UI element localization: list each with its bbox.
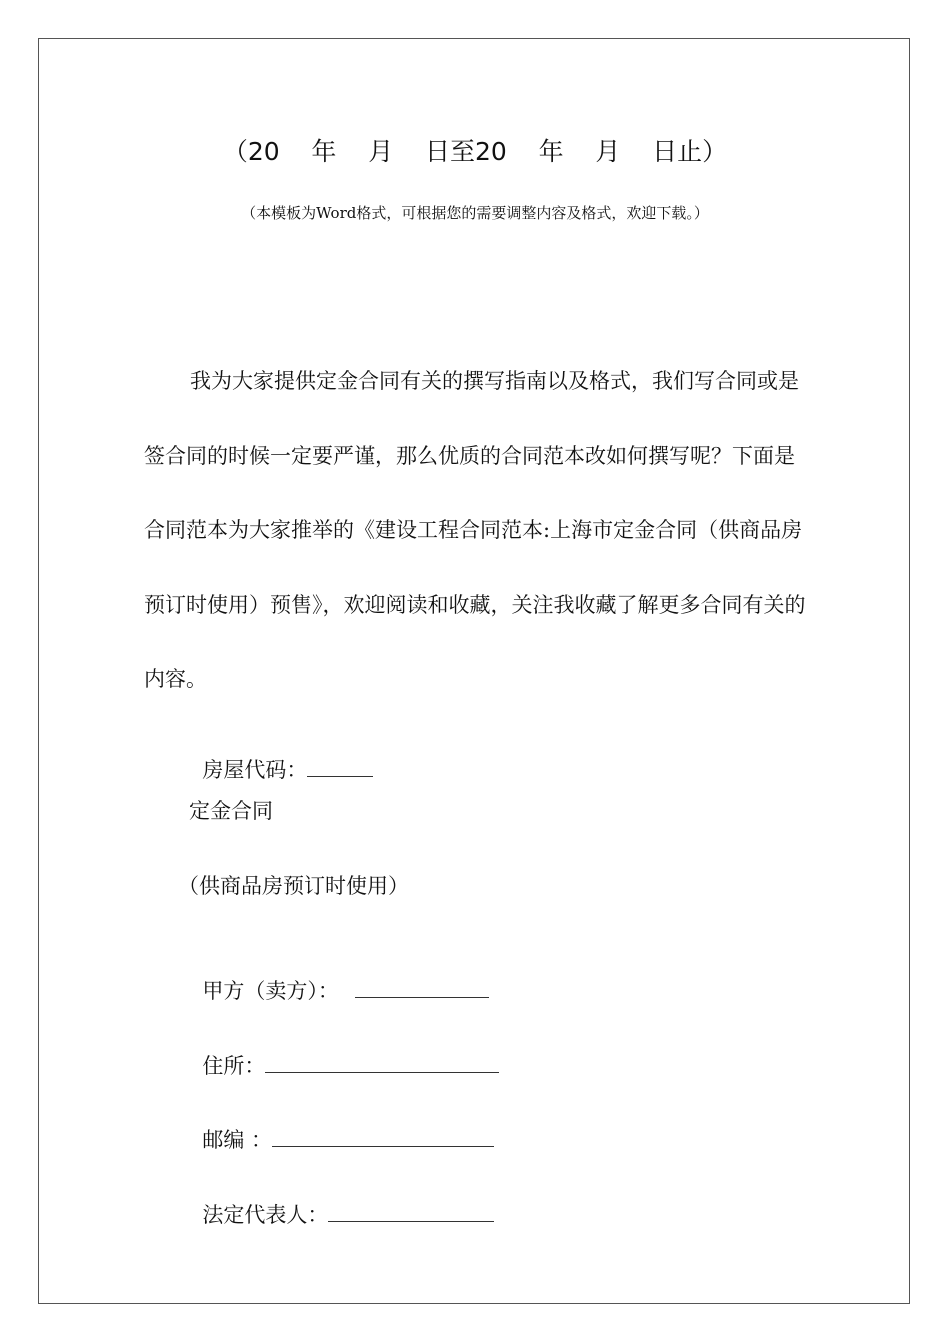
party-a-blank[interactable] bbox=[355, 977, 489, 998]
postcode-label: 邮编 ： bbox=[202, 1128, 273, 1152]
postcode-blank[interactable] bbox=[272, 1126, 494, 1147]
party-a-label: 甲方（卖方）： bbox=[202, 979, 339, 1003]
date-range-line: （20 年 月 日至20 年 月 日止） bbox=[222, 137, 728, 166]
contract-title: 定金合同 bbox=[189, 799, 273, 823]
contract-subtitle: （供商品房预订时使用） bbox=[178, 874, 409, 898]
house-code-label: 房屋代码： bbox=[202, 758, 308, 782]
intro-paragraph: 我为大家提供定金合同有关的撰写指南以及格式，我们写合同或是签合同的时候一定要严谨，那么优质的合同范本改如何撰写呢？下面是合同范本为大家推举的《建设工程合同范本:上海市定金合同（供商品房预订时使用）预售》，欢迎阅读和收藏，关注我收藏了解更多合同有关的内容。 bbox=[144, 369, 806, 691]
house-code-blank[interactable] bbox=[307, 756, 373, 777]
postcode-field bbox=[189, 1095, 494, 1155]
legal-rep-field bbox=[189, 1170, 494, 1230]
party-a-field bbox=[189, 946, 489, 1006]
intro-section bbox=[144, 344, 808, 717]
house-code-field bbox=[189, 725, 373, 785]
address-blank[interactable] bbox=[265, 1052, 499, 1073]
legal-rep-blank[interactable] bbox=[328, 1201, 494, 1222]
legal-rep-label: 法定代表人： bbox=[202, 1203, 329, 1227]
address-field bbox=[189, 1021, 499, 1081]
template-note: （本模板为Word格式，可根据您的需要调整内容及格式，欢迎下载。） bbox=[241, 204, 709, 222]
address-label: 住所： bbox=[202, 1054, 266, 1078]
